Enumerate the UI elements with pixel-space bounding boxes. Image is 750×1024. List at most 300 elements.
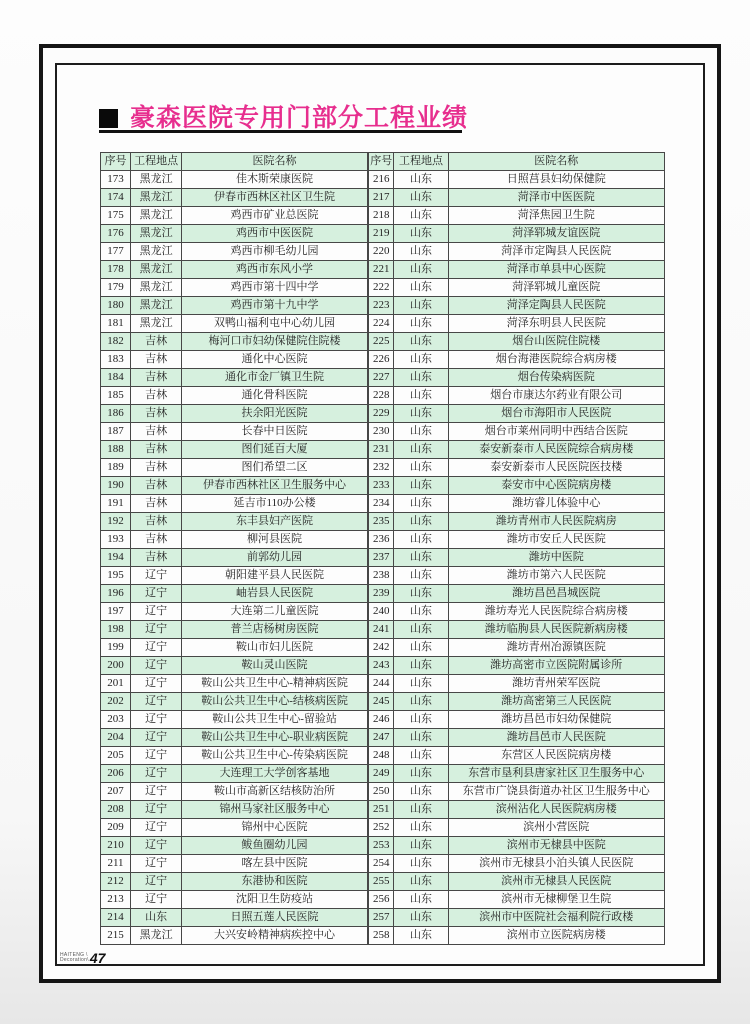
location-cell: 山东 [394, 567, 448, 585]
serial-cell: 177 [101, 243, 131, 261]
hospital-name-cell: 喀左县中医院 [182, 855, 368, 873]
location-cell: 吉林 [131, 513, 182, 531]
hospital-name-cell: 东营市垦利县唐家社区卫生服务中心 [448, 765, 664, 783]
hospital-name-cell: 鞍山公共卫生中心-传染病医院 [182, 747, 368, 765]
location-cell: 吉林 [131, 441, 182, 459]
location-cell: 山东 [394, 783, 448, 801]
location-cell: 山东 [131, 909, 182, 927]
serial-cell: 197 [101, 603, 131, 621]
page-number: 47 [89, 950, 106, 966]
location-cell: 黑龙江 [131, 279, 182, 297]
serial-cell: 175 [101, 207, 131, 225]
table-row [101, 459, 665, 477]
hospital-name-cell: 图们希望二区 [182, 459, 368, 477]
hospital-name-cell: 鞍山市高新区结核防治所 [182, 783, 368, 801]
location-cell: 山东 [394, 387, 448, 405]
hospital-name-cell: 潍坊青州市人民医院病房 [448, 513, 664, 531]
serial-cell: 225 [368, 333, 394, 351]
location-cell: 黑龙江 [131, 189, 182, 207]
serial-cell: 231 [368, 441, 394, 459]
header-hospital-left: 医院名称 [182, 153, 368, 171]
serial-cell: 250 [368, 783, 394, 801]
serial-cell: 240 [368, 603, 394, 621]
table-row [101, 711, 665, 729]
location-cell: 辽宁 [131, 837, 182, 855]
page-title: 豪森医院专用门部分工程业绩 [130, 104, 469, 132]
hospital-name-cell: 鞍山市妇儿医院 [182, 639, 368, 657]
location-cell: 山东 [394, 225, 448, 243]
serial-cell: 246 [368, 711, 394, 729]
location-cell: 吉林 [131, 369, 182, 387]
hospital-name-cell: 日照五莲人民医院 [182, 909, 368, 927]
table-row [101, 549, 665, 567]
serial-cell: 186 [101, 405, 131, 423]
table-row [101, 423, 665, 441]
serial-cell: 233 [368, 477, 394, 495]
location-cell: 黑龙江 [131, 225, 182, 243]
location-cell: 黑龙江 [131, 297, 182, 315]
hospital-name-cell: 伊春市西林区社区卫生院 [182, 189, 368, 207]
location-cell: 黑龙江 [131, 207, 182, 225]
location-cell: 黑龙江 [131, 315, 182, 333]
hospital-name-cell: 烟台传染病医院 [448, 369, 664, 387]
table-row [101, 801, 665, 819]
table-row [101, 189, 665, 207]
serial-cell: 214 [101, 909, 131, 927]
location-cell: 山东 [394, 531, 448, 549]
location-cell: 山东 [394, 585, 448, 603]
table-row [101, 567, 665, 585]
serial-cell: 198 [101, 621, 131, 639]
serial-cell: 210 [101, 837, 131, 855]
location-cell: 山东 [394, 405, 448, 423]
serial-cell: 226 [368, 351, 394, 369]
location-cell: 山东 [394, 603, 448, 621]
serial-cell: 213 [101, 891, 131, 909]
hospital-name-cell: 鞍山公共卫生中心-职业病医院 [182, 729, 368, 747]
hospital-name-cell: 潍坊青州荣军医院 [448, 675, 664, 693]
brand-line1: HAITENG \ [60, 952, 88, 958]
hospital-name-cell: 鞍山灵山医院 [182, 657, 368, 675]
serial-cell: 257 [368, 909, 394, 927]
serial-cell: 194 [101, 549, 131, 567]
serial-cell: 221 [368, 261, 394, 279]
serial-cell: 206 [101, 765, 131, 783]
serial-cell: 193 [101, 531, 131, 549]
location-cell: 辽宁 [131, 891, 182, 909]
location-cell: 吉林 [131, 351, 182, 369]
hospital-name-cell: 菏泽焦园卫生院 [448, 207, 664, 225]
serial-cell: 227 [368, 369, 394, 387]
hospital-name-cell: 泰安新泰市人民医院医技楼 [448, 459, 664, 477]
hospital-name-cell: 滨州市无棣县人民医院 [448, 873, 664, 891]
hospital-name-cell: 佳木斯荣康医院 [182, 171, 368, 189]
serial-cell: 235 [368, 513, 394, 531]
title-bullet-square-icon [99, 109, 118, 128]
hospital-name-cell: 潍坊高密第三人民医院 [448, 693, 664, 711]
hospital-name-cell: 烟台市海阳市人民医院 [448, 405, 664, 423]
serial-cell: 181 [101, 315, 131, 333]
serial-cell: 217 [368, 189, 394, 207]
serial-cell: 205 [101, 747, 131, 765]
serial-cell: 236 [368, 531, 394, 549]
hospital-name-cell: 潍坊睿儿体验中心 [448, 495, 664, 513]
hospital-name-cell: 鞍山公共卫生中心-精神病医院 [182, 675, 368, 693]
location-cell: 山东 [394, 693, 448, 711]
location-cell: 黑龙江 [131, 261, 182, 279]
serial-cell: 195 [101, 567, 131, 585]
serial-cell: 254 [368, 855, 394, 873]
serial-cell: 249 [368, 765, 394, 783]
location-cell: 山东 [394, 819, 448, 837]
location-cell: 山东 [394, 657, 448, 675]
location-cell: 辽宁 [131, 639, 182, 657]
serial-cell: 252 [368, 819, 394, 837]
hospital-name-cell: 鸡西市东风小学 [182, 261, 368, 279]
location-cell: 吉林 [131, 477, 182, 495]
serial-cell: 188 [101, 441, 131, 459]
serial-cell: 234 [368, 495, 394, 513]
hospital-name-cell: 伊春市西林社区卫生服务中心 [182, 477, 368, 495]
serial-cell: 182 [101, 333, 131, 351]
serial-cell: 173 [101, 171, 131, 189]
location-cell: 山东 [394, 927, 448, 945]
location-cell: 山东 [394, 315, 448, 333]
serial-cell: 244 [368, 675, 394, 693]
hospital-name-cell: 通化市金厂镇卫生院 [182, 369, 368, 387]
location-cell: 辽宁 [131, 603, 182, 621]
location-cell: 山东 [394, 639, 448, 657]
location-cell: 吉林 [131, 423, 182, 441]
location-cell: 山东 [394, 333, 448, 351]
serial-cell: 248 [368, 747, 394, 765]
location-cell: 山东 [394, 909, 448, 927]
hospital-name-cell: 泰安新泰市人民医院综合病房楼 [448, 441, 664, 459]
location-cell: 黑龙江 [131, 171, 182, 189]
serial-cell: 179 [101, 279, 131, 297]
hospital-name-cell: 泰安市中心医院病房楼 [448, 477, 664, 495]
serial-cell: 238 [368, 567, 394, 585]
hospital-name-cell: 潍坊昌邑昌城医院 [448, 585, 664, 603]
serial-cell: 209 [101, 819, 131, 837]
serial-cell: 255 [368, 873, 394, 891]
location-cell: 山东 [394, 675, 448, 693]
hospital-name-cell: 图们延百大厦 [182, 441, 368, 459]
table-row [101, 855, 665, 873]
header-serial-left: 序号 [101, 153, 131, 171]
hospital-name-cell: 潍坊中医院 [448, 549, 664, 567]
serial-cell: 212 [101, 873, 131, 891]
table-row [101, 675, 665, 693]
serial-cell: 220 [368, 243, 394, 261]
hospital-name-cell: 潍坊昌邑市人民医院 [448, 729, 664, 747]
location-cell: 山东 [394, 765, 448, 783]
serial-cell: 184 [101, 369, 131, 387]
projects-table-body [101, 171, 665, 945]
hospital-name-cell: 扶余阳光医院 [182, 405, 368, 423]
hospital-name-cell: 潍坊高密市立医院附属诊所 [448, 657, 664, 675]
location-cell: 山东 [394, 513, 448, 531]
hospital-name-cell: 潍坊青州冶源镇医院 [448, 639, 664, 657]
table-row [101, 909, 665, 927]
hospital-name-cell: 延吉市110办公楼 [182, 495, 368, 513]
location-cell: 山东 [394, 549, 448, 567]
table-row [101, 351, 665, 369]
hospital-name-cell: 东港协和医院 [182, 873, 368, 891]
hospital-name-cell: 菏泽郓城儿童医院 [448, 279, 664, 297]
hospital-name-cell: 前郭幼儿园 [182, 549, 368, 567]
serial-cell: 256 [368, 891, 394, 909]
table-row [101, 171, 665, 189]
hospital-name-cell: 滨州市中医院社会福利院行政楼 [448, 909, 664, 927]
table-row [101, 747, 665, 765]
hospital-name-cell: 菏泽市定陶县人民医院 [448, 243, 664, 261]
header-hospital-right: 医院名称 [448, 153, 664, 171]
hospital-name-cell: 滨州市无棣县中医院 [448, 837, 664, 855]
table-row [101, 333, 665, 351]
hospital-name-cell: 烟台山医院住院楼 [448, 333, 664, 351]
hospital-name-cell: 潍坊临朐县人民医院新病房楼 [448, 621, 664, 639]
serial-cell: 215 [101, 927, 131, 945]
location-cell: 吉林 [131, 531, 182, 549]
location-cell: 山东 [394, 711, 448, 729]
table-row [101, 405, 665, 423]
table-row [101, 639, 665, 657]
serial-cell: 200 [101, 657, 131, 675]
hospital-name-cell: 朝阳建平县人民医院 [182, 567, 368, 585]
hospital-name-cell: 潍坊寿光人民医院综合病房楼 [448, 603, 664, 621]
serial-cell: 251 [368, 801, 394, 819]
hospital-name-cell: 潍坊市安丘人民医院 [448, 531, 664, 549]
location-cell: 山东 [394, 855, 448, 873]
hospital-name-cell: 东营市广饶县街道办社区卫生服务中心 [448, 783, 664, 801]
serial-cell: 224 [368, 315, 394, 333]
location-cell: 辽宁 [131, 873, 182, 891]
table-row [101, 621, 665, 639]
table-row [101, 207, 665, 225]
table-row [101, 765, 665, 783]
serial-cell: 207 [101, 783, 131, 801]
hospital-name-cell: 鸡西市矿业总医院 [182, 207, 368, 225]
hospital-name-cell: 大连第二儿童医院 [182, 603, 368, 621]
location-cell: 山东 [394, 729, 448, 747]
location-cell: 山东 [394, 837, 448, 855]
serial-cell: 211 [101, 855, 131, 873]
hospital-name-cell: 柳河县医院 [182, 531, 368, 549]
hospital-name-cell: 滨州市无棣县小泊头镇人民医院 [448, 855, 664, 873]
hospital-name-cell: 烟台市莱州同明中西结合医院 [448, 423, 664, 441]
table-row [101, 603, 665, 621]
location-cell: 辽宁 [131, 747, 182, 765]
location-cell: 山东 [394, 297, 448, 315]
serial-cell: 247 [368, 729, 394, 747]
projects-table [100, 152, 665, 945]
brand-line2: Decoration\ [60, 957, 89, 963]
table-row [101, 927, 665, 945]
hospital-name-cell: 东丰县妇产医院 [182, 513, 368, 531]
location-cell: 辽宁 [131, 657, 182, 675]
serial-cell: 187 [101, 423, 131, 441]
location-cell: 山东 [394, 171, 448, 189]
serial-cell: 242 [368, 639, 394, 657]
serial-cell: 218 [368, 207, 394, 225]
hospital-name-cell: 鸡西市第十四中学 [182, 279, 368, 297]
hospital-name-cell: 通化骨科医院 [182, 387, 368, 405]
hospital-name-cell: 长春中日医院 [182, 423, 368, 441]
serial-cell: 185 [101, 387, 131, 405]
serial-cell: 190 [101, 477, 131, 495]
location-cell: 山东 [394, 477, 448, 495]
table-row [101, 585, 665, 603]
hospital-name-cell: 通化中心医院 [182, 351, 368, 369]
serial-cell: 196 [101, 585, 131, 603]
hospital-name-cell: 沈阳卫生防疫站 [182, 891, 368, 909]
serial-cell: 228 [368, 387, 394, 405]
hospital-name-cell: 日照莒县妇幼保健院 [448, 171, 664, 189]
serial-cell: 230 [368, 423, 394, 441]
serial-cell: 237 [368, 549, 394, 567]
location-cell: 山东 [394, 351, 448, 369]
table-row [101, 477, 665, 495]
hospital-name-cell: 双鸭山福利屯中心幼儿园 [182, 315, 368, 333]
serial-cell: 245 [368, 693, 394, 711]
hospital-name-cell: 锦州马家社区服务中心 [182, 801, 368, 819]
location-cell: 辽宁 [131, 675, 182, 693]
serial-cell: 180 [101, 297, 131, 315]
location-cell: 山东 [394, 621, 448, 639]
hospital-name-cell: 潍坊昌邑市妇幼保健院 [448, 711, 664, 729]
serial-cell: 203 [101, 711, 131, 729]
hospital-name-cell: 菏泽定陶县人民医院 [448, 297, 664, 315]
location-cell: 辽宁 [131, 585, 182, 603]
table-row [101, 387, 665, 405]
table-row [101, 657, 665, 675]
hospital-name-cell: 岫岩县人民医院 [182, 585, 368, 603]
hospital-name-cell: 烟台海港医院综合病房楼 [448, 351, 664, 369]
location-cell: 辽宁 [131, 783, 182, 801]
hospital-name-cell: 滨州沾化人民医院病房楼 [448, 801, 664, 819]
hospital-name-cell: 滨州市立医院病房楼 [448, 927, 664, 945]
table-row [101, 531, 665, 549]
header-serial-right: 序号 [368, 153, 394, 171]
location-cell: 山东 [394, 801, 448, 819]
location-cell: 吉林 [131, 459, 182, 477]
serial-cell: 192 [101, 513, 131, 531]
location-cell: 辽宁 [131, 729, 182, 747]
location-cell: 辽宁 [131, 711, 182, 729]
location-cell: 山东 [394, 891, 448, 909]
table-row [101, 495, 665, 513]
hospital-name-cell: 鸡西市第十九中学 [182, 297, 368, 315]
header-location-right: 工程地点 [394, 153, 448, 171]
serial-cell: 243 [368, 657, 394, 675]
location-cell: 辽宁 [131, 693, 182, 711]
hospital-name-cell: 锦州中心医院 [182, 819, 368, 837]
hospital-name-cell: 菏泽市中医医院 [448, 189, 664, 207]
hospital-name-cell: 鞍山公共卫生中心-结核病医院 [182, 693, 368, 711]
location-cell: 吉林 [131, 387, 182, 405]
hospital-name-cell: 滨州市无棣柳堡卫生院 [448, 891, 664, 909]
serial-cell: 189 [101, 459, 131, 477]
hospital-name-cell: 潍坊市第六人民医院 [448, 567, 664, 585]
table-row [101, 243, 665, 261]
serial-cell: 176 [101, 225, 131, 243]
hospital-name-cell: 鸡西市柳毛幼儿园 [182, 243, 368, 261]
location-cell: 山东 [394, 495, 448, 513]
location-cell: 吉林 [131, 549, 182, 567]
hospital-name-cell: 菏泽郓城友谊医院 [448, 225, 664, 243]
serial-cell: 229 [368, 405, 394, 423]
location-cell: 山东 [394, 747, 448, 765]
table-row [101, 819, 665, 837]
serial-cell: 241 [368, 621, 394, 639]
location-cell: 山东 [394, 369, 448, 387]
hospital-name-cell: 烟台市康达尔药业有限公司 [448, 387, 664, 405]
hospital-name-cell: 菏泽东明县人民医院 [448, 315, 664, 333]
location-cell: 山东 [394, 423, 448, 441]
location-cell: 山东 [394, 243, 448, 261]
serial-cell: 223 [368, 297, 394, 315]
header-location-left: 工程地点 [131, 153, 182, 171]
hospital-name-cell: 鸡西市中医医院 [182, 225, 368, 243]
serial-cell: 202 [101, 693, 131, 711]
location-cell: 山东 [394, 279, 448, 297]
table-row [101, 513, 665, 531]
location-cell: 辽宁 [131, 801, 182, 819]
location-cell: 黑龙江 [131, 927, 182, 945]
hospital-name-cell: 东营区人民医院病房楼 [448, 747, 664, 765]
table-row [101, 837, 665, 855]
hospital-name-cell: 大连理工大学创客基地 [182, 765, 368, 783]
location-cell: 辽宁 [131, 567, 182, 585]
table-row [101, 783, 665, 801]
location-cell: 山东 [394, 207, 448, 225]
serial-cell: 174 [101, 189, 131, 207]
brand-mark [60, 953, 89, 965]
location-cell: 山东 [394, 261, 448, 279]
location-cell: 吉林 [131, 405, 182, 423]
serial-cell: 208 [101, 801, 131, 819]
hospital-name-cell: 鞍山公共卫生中心-留验站 [182, 711, 368, 729]
location-cell: 辽宁 [131, 621, 182, 639]
hospital-name-cell: 滨州小营医院 [448, 819, 664, 837]
hospital-name-cell: 普兰店杨树房医院 [182, 621, 368, 639]
table-row [101, 225, 665, 243]
location-cell: 山东 [394, 459, 448, 477]
table-row [101, 729, 665, 747]
serial-cell: 204 [101, 729, 131, 747]
serial-cell: 191 [101, 495, 131, 513]
serial-cell: 239 [368, 585, 394, 603]
hospital-name-cell: 菏泽市单县中心医院 [448, 261, 664, 279]
table-header-row [101, 153, 665, 171]
hospital-name-cell: 鲅鱼圈幼儿园 [182, 837, 368, 855]
serial-cell: 216 [368, 171, 394, 189]
serial-cell: 219 [368, 225, 394, 243]
table-row [101, 261, 665, 279]
location-cell: 山东 [394, 873, 448, 891]
table-row [101, 891, 665, 909]
serial-cell: 232 [368, 459, 394, 477]
location-cell: 吉林 [131, 495, 182, 513]
location-cell: 辽宁 [131, 819, 182, 837]
table-row [101, 369, 665, 387]
location-cell: 吉林 [131, 333, 182, 351]
location-cell: 辽宁 [131, 765, 182, 783]
title-block [99, 100, 479, 134]
location-cell: 山东 [394, 441, 448, 459]
serial-cell: 178 [101, 261, 131, 279]
